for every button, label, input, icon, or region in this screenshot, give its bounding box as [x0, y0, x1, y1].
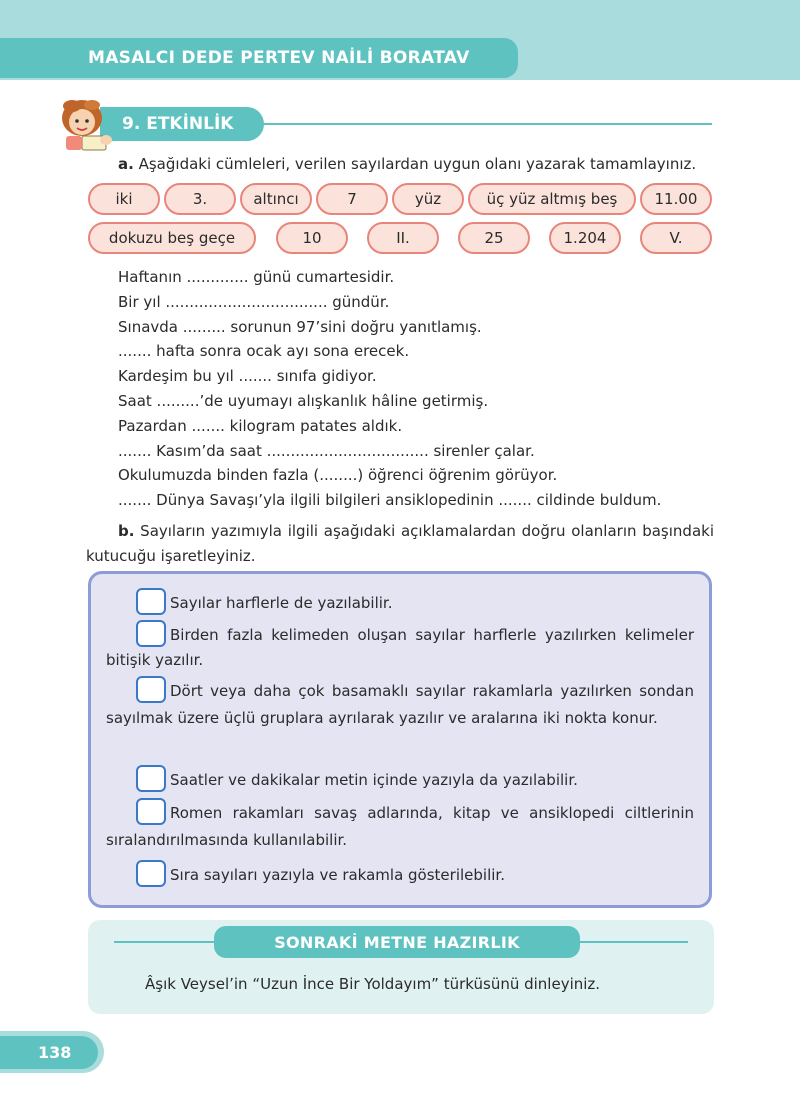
sentence: Pazardan ....... kilogram patates aldık.	[118, 416, 403, 435]
number-chip: yüz	[392, 183, 464, 215]
number-chip: V.	[640, 222, 712, 254]
sentence: ....... Dünya Savaşı’yla ilgili bilgileri ansiklopedinin ....... cildinde buldum.	[118, 491, 662, 510]
next-section-title: SONRAKİ METNE HAZIRLIK	[214, 926, 580, 958]
statement-item	[106, 590, 694, 617]
statement-text: Saatler ve dakikalar metin içinde yazıyla da yazılabilir.	[170, 771, 578, 789]
statement-item	[106, 678, 694, 732]
sentence: Sınavda ......... sorunun 97’sini doğru yanıtlamış.	[118, 317, 482, 336]
number-chip: 11.00	[640, 183, 712, 215]
statement-text: Sayılar harflerle de yazılabilir.	[170, 594, 393, 612]
checkbox[interactable]	[136, 676, 166, 703]
number-chip: 1.204	[549, 222, 621, 254]
next-section-text: Âşık Veysel’in “Uzun İnce Bir Yoldayım” türküsünü dinleyiniz.	[145, 975, 601, 993]
checkbox[interactable]	[136, 860, 166, 887]
checkbox[interactable]	[136, 798, 166, 825]
sentence: ....... hafta sonra ocak ayı sona erecek.	[118, 342, 410, 361]
activity-title: 9. ETKİNLİK	[100, 107, 264, 141]
checkbox[interactable]	[136, 588, 166, 615]
part-a-instruction	[118, 155, 696, 173]
page-number: 138	[0, 1036, 98, 1069]
number-chip: üç yüz altmış beş	[468, 183, 636, 215]
next-section-divider-right	[580, 941, 688, 943]
next-section-divider-left	[114, 941, 214, 943]
part-a-text: Aşağıdaki cümleleri, verilen sayılardan uygun olanı yazarak tamamlayınız.	[138, 155, 697, 173]
chapter-title: MASALCI DEDE PERTEV NAİLİ BORATAV	[0, 38, 518, 78]
statement-item	[106, 622, 694, 672]
checkbox[interactable]	[136, 765, 166, 792]
statement-text: Dört veya daha çok basamaklı sayılar rakamlarla yazılırken sondan sayılmak üzere üçlü gruplara ayrılarak yazılır ve aralarına iki nokta konur.	[106, 682, 694, 727]
activity-divider	[250, 123, 712, 125]
number-chip: iki	[88, 183, 160, 215]
part-b-text: Sayıların yazımıyla ilgili aşağıdaki açıklamalardan doğru olanların başındaki kutucuğu işaretleyiniz.	[86, 522, 714, 565]
sentence: Kardeşim bu yıl ....... sınıfa gidiyor.	[118, 367, 377, 386]
statement-item	[106, 862, 694, 889]
checkbox[interactable]	[136, 620, 166, 647]
number-chip: 7	[316, 183, 388, 215]
sentence: Okulumuzda binden fazla (........) öğrenci öğrenim görüyor.	[118, 466, 558, 485]
part-b-label: b.	[118, 522, 135, 540]
girl-mascot-icon	[52, 92, 116, 156]
sentence: ....... Kasım’da saat .................................. sirenler çalar.	[118, 441, 535, 460]
statement-text: Romen rakamları savaş adlarında, kitap ve ansiklopedi ciltlerinin sıralandırılmasında kullanılabilir.	[106, 804, 694, 849]
part-b-instruction	[86, 519, 714, 569]
number-chip: dokuzu beş geçe	[88, 222, 256, 254]
fill-in-sentences	[118, 265, 718, 513]
statement-text: Sıra sayıları yazıyla ve rakamla gösterilebilir.	[170, 866, 505, 884]
number-chip: 10	[276, 222, 348, 254]
statement-item	[106, 800, 694, 853]
number-chip: 3.	[164, 183, 236, 215]
number-chip: altıncı	[240, 183, 312, 215]
number-chip: 25	[458, 222, 530, 254]
part-a-label: a.	[118, 155, 134, 173]
sentence: Haftanın ............. günü cumartesidir.	[118, 268, 395, 286]
sentence: Saat .........’de uyumayı alışkanlık hâline getirmiş.	[118, 391, 489, 410]
statement-text: Birden fazla kelimeden oluşan sayılar harflerle yazılırken kelimeler bitişik yazılır.	[106, 626, 694, 669]
sentence: Bir yıl .................................. gündür.	[118, 292, 390, 311]
number-chip: II.	[367, 222, 439, 254]
statement-item	[106, 767, 694, 794]
